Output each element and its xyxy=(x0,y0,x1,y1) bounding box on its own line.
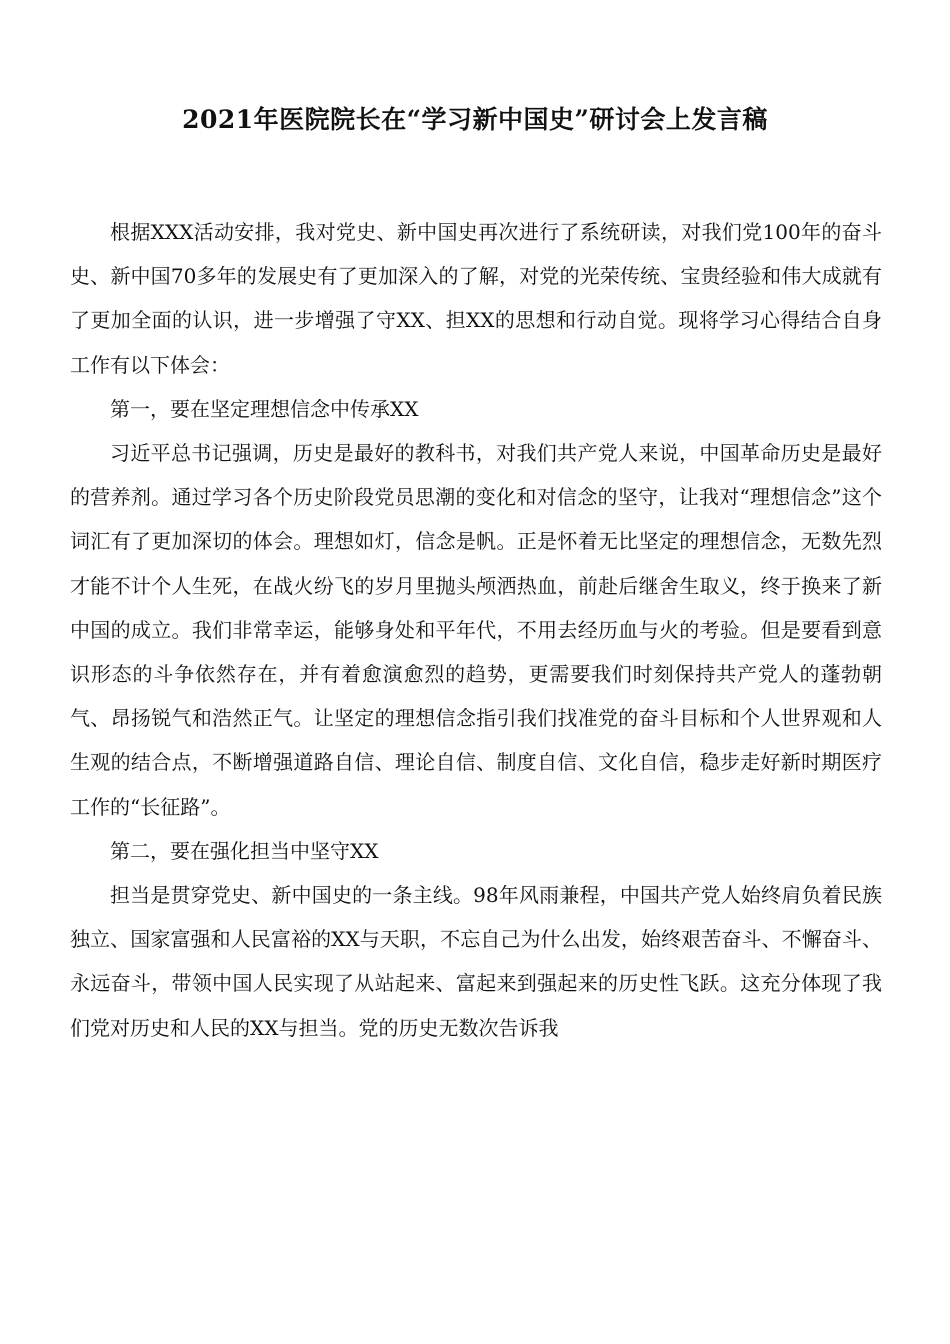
paragraph-intro: 根据XXX活动安排，我对党史、新中国史再次进行了系统研读，对我们党100年的奋斗史、新中国70多年的发展史有了更加深入的了解，对党的光荣传统、宝贵经验和伟大成就有了更加全面的认识，进一步增强了守XX、担XX的思想和行动自觉。现将学习心得结合自身工作有以下体会： xyxy=(70,220,882,377)
document-title: 2021年医院院长在“学习新中国史”研讨会上发言稿 xyxy=(182,105,768,134)
document-body xyxy=(70,210,882,1050)
section-heading-2: 第二，要在强化担当中坚守XX xyxy=(110,838,379,863)
section-heading-1: 第一，要在坚定理想信念中传承XX xyxy=(110,396,419,421)
paragraph-section-1: 习近平总书记强调，历史是最好的教科书，对我们共产党人来说，中国革命历史是最好的营养剂。通过学习各个历史阶段党员思潮的变化和对信念的坚守，让我对“理想信念”这个词汇有了更加深切的体会。理想如灯，信念是帆。正是怀着无比坚定的理想信念，无数先烈才能不计个人生死，在战火纷飞的岁月里抛头颅洒热血，前赴后继舍生取义，终于换来了新中国的成立。我们非常幸运，能够身处和平年代，不用去经历血与火的考验。但是要看到意识形态的斗争依然存在，并有着愈演愈烈的趋势，更需要我们时刻保持共产党人的蓬勃朝气、昂扬锐气和浩然正气。让坚定的理想信念指引我们找准党的奋斗目标和个人世界观和人生观的结合点，不断增强道路自信、理论自信、制度自信、文化自信，稳步走好新时期医疗工作的“长征路”。 xyxy=(70,441,882,819)
paragraph-section-2: 担当是贯穿党史、新中国史的一条主线。98年风雨兼程，中国共产党人始终肩负着民族独立、国家富强和人民富裕的XX与天职，不忘自己为什么出发，始终艰苦奋斗、不懈奋斗、永远奋斗，带领中国人民实现了从站起来、富起来到强起来的历史性飞跃。这充分体现了我们党对历史和人民的XX与担当。党的历史无数次告诉我 xyxy=(70,883,882,1040)
